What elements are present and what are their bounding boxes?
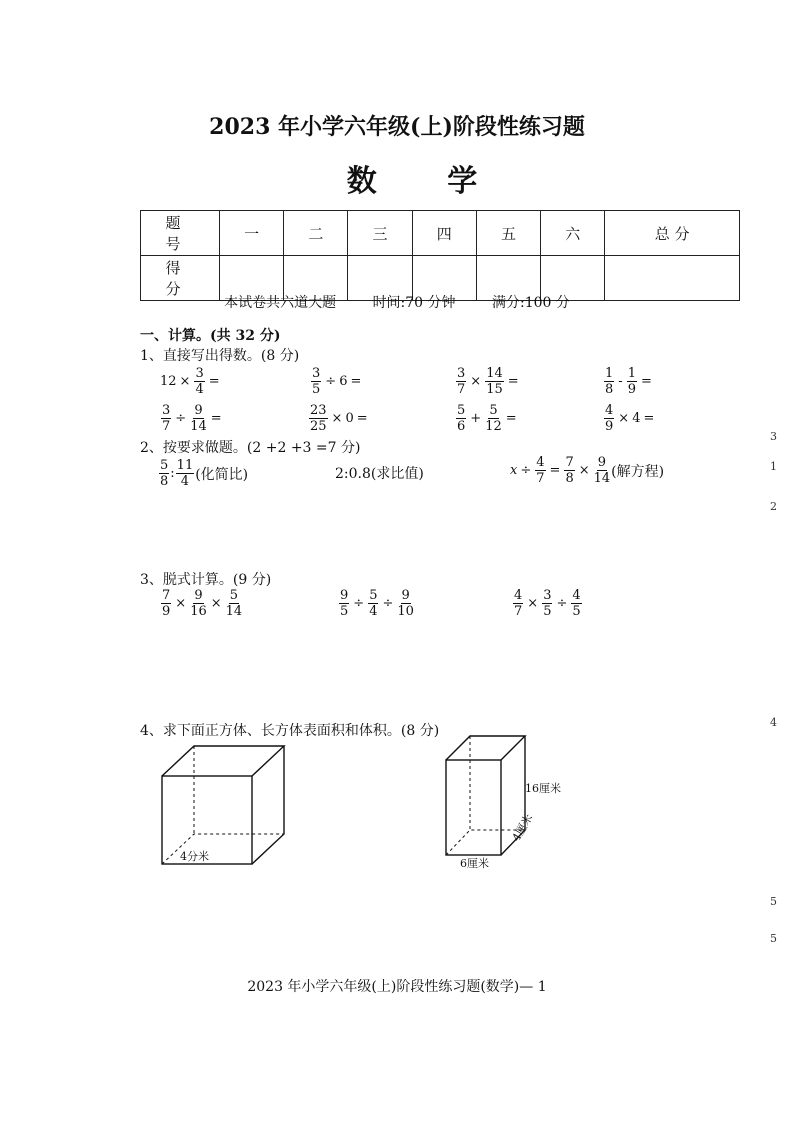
- score-head-number: 题 号: [141, 211, 220, 256]
- q1-title: 1、直接写出得数。(8 分): [140, 348, 300, 364]
- edge-mark: 2: [770, 500, 777, 513]
- q2-title: 2、按要求做题。(2 +2 +3 =7 分): [140, 440, 361, 456]
- q1-item-4: $\frac{1}{8}$ - $\frac{1}{9}$ =: [605, 366, 652, 397]
- q3-item-2: $\frac{9}{5}$ ÷ $\frac{5}{4}$ ÷ $\frac{9}{10}$: [340, 588, 414, 619]
- info-time: 时间:70 分钟: [372, 295, 456, 311]
- score-col-2: 二: [284, 211, 348, 256]
- q2-item-1: $\frac{5}{8}$ : $\frac{11}{4}$ (化简比): [160, 458, 249, 489]
- score-col-4: 四: [412, 211, 476, 256]
- score-table: [140, 210, 740, 301]
- q1-item-3: $\frac{3}{7}$ × $\frac{14}{15}$ =: [457, 366, 519, 397]
- box-depth-label: 4厘米: [509, 811, 536, 844]
- edge-mark: 5: [770, 932, 777, 945]
- section-1-title: 一、计算。(共 32 分): [140, 328, 281, 344]
- q1-item-1: 12 × $\frac{3}{4}$ =: [160, 366, 220, 397]
- score-head-points: 得 分: [141, 256, 220, 301]
- q3-item-3: $\frac{4}{7}$ × $\frac{3}{5}$ ÷ $\frac{4}{5}$: [514, 588, 581, 619]
- edge-mark: 4: [770, 716, 777, 729]
- cube-figure: [150, 740, 290, 870]
- score-col-1: 一: [220, 211, 284, 256]
- info-full-score: 满分:100 分: [492, 295, 570, 311]
- q3-item-1: $\frac{7}{9}$ × $\frac{9}{16}$ × $\frac{5}{14}$: [162, 588, 243, 619]
- info-total: 本试卷共六道大题: [224, 295, 337, 311]
- score-col-5: 五: [476, 211, 540, 256]
- q3-title: 3、脱式计算。(9 分): [140, 572, 272, 588]
- edge-mark: 3: [770, 430, 777, 443]
- q1-item-6: $\frac{23}{25}$ × 0 =: [310, 403, 368, 434]
- box-height-label: 16厘米: [525, 782, 561, 795]
- exam-title: 2023 年小学六年级(上)阶段性练习题: [209, 114, 585, 140]
- exam-info: [0, 292, 794, 312]
- q4-title: 4、求下面正方体、长方体表面积和体积。(8 分): [140, 723, 440, 739]
- box-width-label: 6厘米: [460, 857, 489, 870]
- subject-title: 数 学: [346, 164, 508, 199]
- edge-mark: 1: [770, 460, 777, 473]
- page-footer: 2023 年小学六年级(上)阶段性练习题(数学)— 1: [247, 979, 547, 995]
- edge-mark: 5: [770, 895, 777, 908]
- q2-item-3: x ÷ $\frac{4}{7}$ = $\frac{7}{8}$ × $\frac{9}{14}$ (解方程): [510, 455, 665, 486]
- q1-item-7: $\frac{5}{6}$ + $\frac{5}{12}$ =: [457, 403, 517, 434]
- score-row-numbers: [141, 211, 740, 256]
- score-col-3: 三: [348, 211, 412, 256]
- q2-item-2: 2:0.8(求比值): [335, 466, 424, 482]
- q1-item-8: $\frac{4}{9}$ × 4 =: [605, 403, 655, 434]
- q1-item-2: $\frac{3}{5}$ ÷ 6 =: [312, 366, 362, 397]
- score-col-total: 总 分: [605, 211, 740, 256]
- cube-edge-label: 4分米: [180, 850, 209, 863]
- score-col-6: 六: [541, 211, 605, 256]
- q1-item-5: $\frac{3}{7}$ ÷ $\frac{9}{14}$ =: [162, 403, 222, 434]
